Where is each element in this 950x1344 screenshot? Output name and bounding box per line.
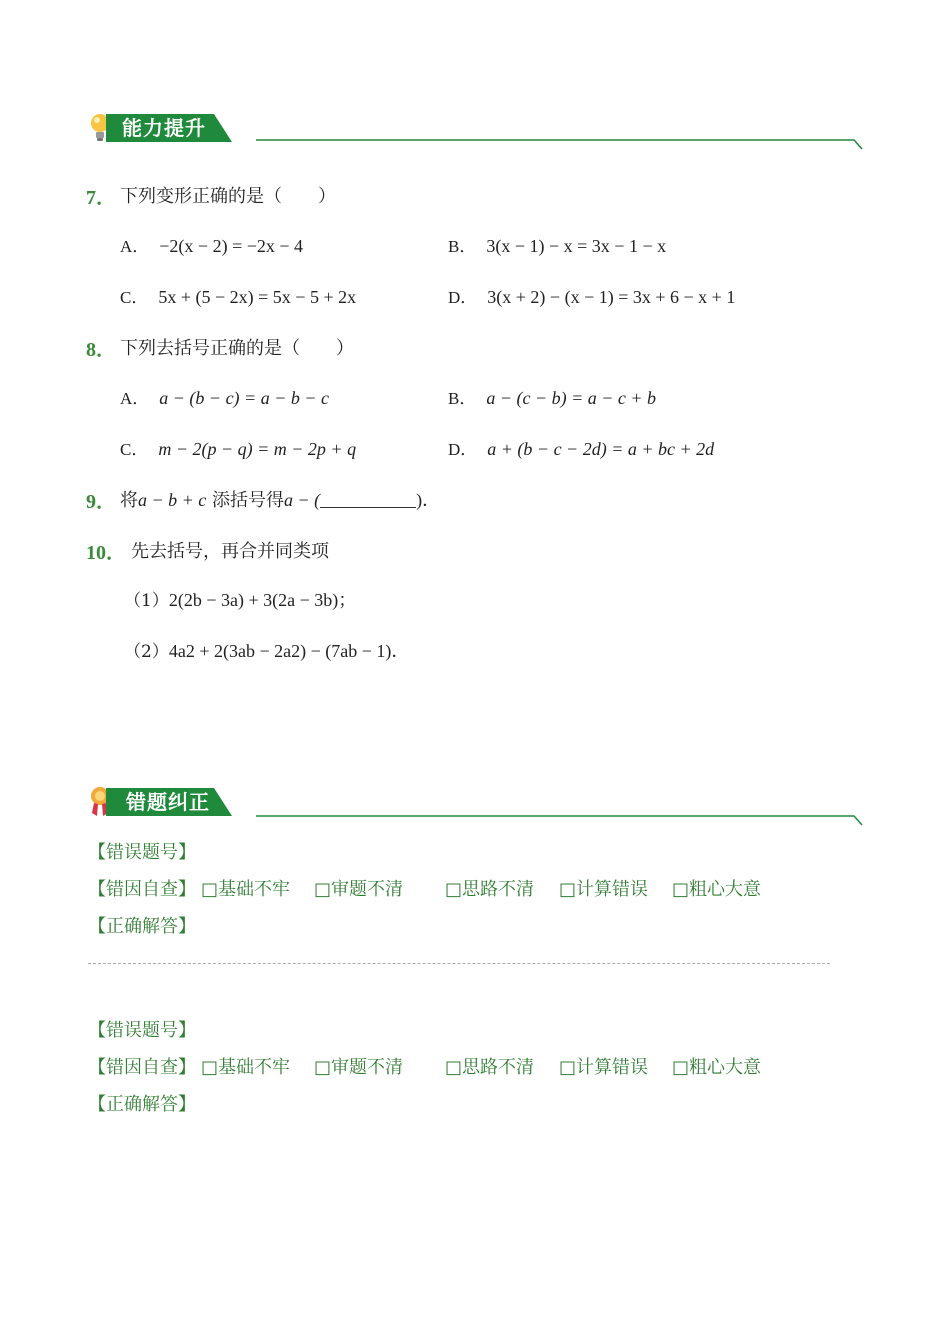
option-expr: m − 2(p − q) = m − 2p + q: [158, 439, 357, 459]
question-number: 10．: [86, 542, 126, 564]
option-d: [448, 435, 714, 460]
option-expr: −2(x − 2) = −2x − 4: [159, 236, 304, 256]
dashed-divider: [88, 963, 830, 964]
sub-question-2: [124, 637, 409, 663]
error-number-label: 【错误题号】: [88, 842, 196, 863]
question-text: 先去括号，再合并同类项: [131, 541, 329, 562]
option-label: D．: [448, 440, 478, 459]
checkbox-careless[interactable]: □粗心大意: [672, 1057, 762, 1078]
option-c: [120, 283, 356, 308]
error-cause-row: [88, 875, 848, 899]
checkbox-basics[interactable]: □基础不牢: [201, 1057, 291, 1078]
sub-question-1: [124, 586, 356, 612]
answer-blank[interactable]: [320, 491, 416, 508]
correct-answer-label: 【正确解答】: [88, 916, 196, 937]
checkbox-reading[interactable]: □审题不清: [314, 1057, 404, 1078]
option-label: C．: [120, 288, 149, 307]
banner-divider: [256, 136, 864, 150]
option-d: [448, 283, 735, 308]
question-text: [120, 486, 440, 512]
option-label: C．: [120, 440, 149, 459]
error-cause-label: 【错因自查】: [88, 879, 196, 900]
section-title: 能力提升: [122, 116, 206, 140]
option-label: B．: [448, 389, 477, 408]
error-cause-row: [88, 1053, 848, 1077]
option-b: [448, 384, 656, 409]
checkbox-calculation[interactable]: □计算错误: [559, 1057, 649, 1078]
option-a: [120, 232, 303, 257]
checkbox-calculation[interactable]: □计算错误: [559, 879, 649, 900]
question-text: 下列变形正确的是（ ）: [120, 186, 336, 207]
q9-mid: 添括号得: [212, 490, 285, 511]
option-a: [120, 384, 329, 409]
checkbox-thinking[interactable]: □思路不清: [445, 1057, 535, 1078]
question-text: 下列去括号正确的是（ ）: [120, 338, 354, 359]
sub-expr: 2(2b − 3a) + 3(2a − 3b)；: [168, 590, 357, 610]
option-label: A．: [120, 389, 150, 408]
option-b: [448, 232, 666, 257]
option-expr: 3(x − 1) − x = 3x − 1 − x: [486, 236, 667, 256]
option-expr: a − (b − c) = a − b − c: [159, 388, 329, 408]
checkbox-careless[interactable]: □粗心大意: [672, 879, 762, 900]
checkbox-basics[interactable]: □基础不牢: [201, 879, 291, 900]
option-expr: a − (c − b) = a − c + b: [486, 388, 657, 408]
option-expr: 5x + (5 − 2x) = 5x − 5 + 2x: [158, 287, 357, 307]
question-number: 7．: [86, 187, 116, 209]
question-number: 8．: [86, 339, 116, 361]
error-number-label: 【错误题号】: [88, 1020, 196, 1041]
option-label: A．: [120, 237, 150, 256]
option-expr: a + (b − c − 2d) = a + bc + 2d: [487, 439, 715, 459]
checkbox-reading[interactable]: □审题不清: [314, 879, 404, 900]
q9-suffix: )．: [416, 490, 441, 510]
section-title: 错题纠正: [126, 790, 210, 814]
option-c: [120, 435, 356, 460]
q9-expr2: a − (: [284, 490, 321, 510]
sub-expr: 4a2 + 2(3ab − 2a2) − (7ab − 1)．: [168, 641, 410, 661]
option-label: B．: [448, 237, 477, 256]
correct-answer-label: 【正确解答】: [88, 1094, 196, 1115]
sub-label: （1）: [124, 591, 169, 611]
q9-expr1: a − b + c: [138, 490, 207, 510]
banner-divider: [256, 812, 864, 826]
q9-prefix: 将: [120, 490, 138, 511]
sub-label: （2）: [124, 642, 169, 662]
error-cause-label: 【错因自查】: [88, 1057, 196, 1078]
checkbox-thinking[interactable]: □思路不清: [445, 879, 535, 900]
option-expr: 3(x + 2) − (x − 1) = 3x + 6 − x + 1: [487, 287, 736, 307]
option-label: D．: [448, 288, 478, 307]
question-number: 9．: [86, 491, 116, 513]
